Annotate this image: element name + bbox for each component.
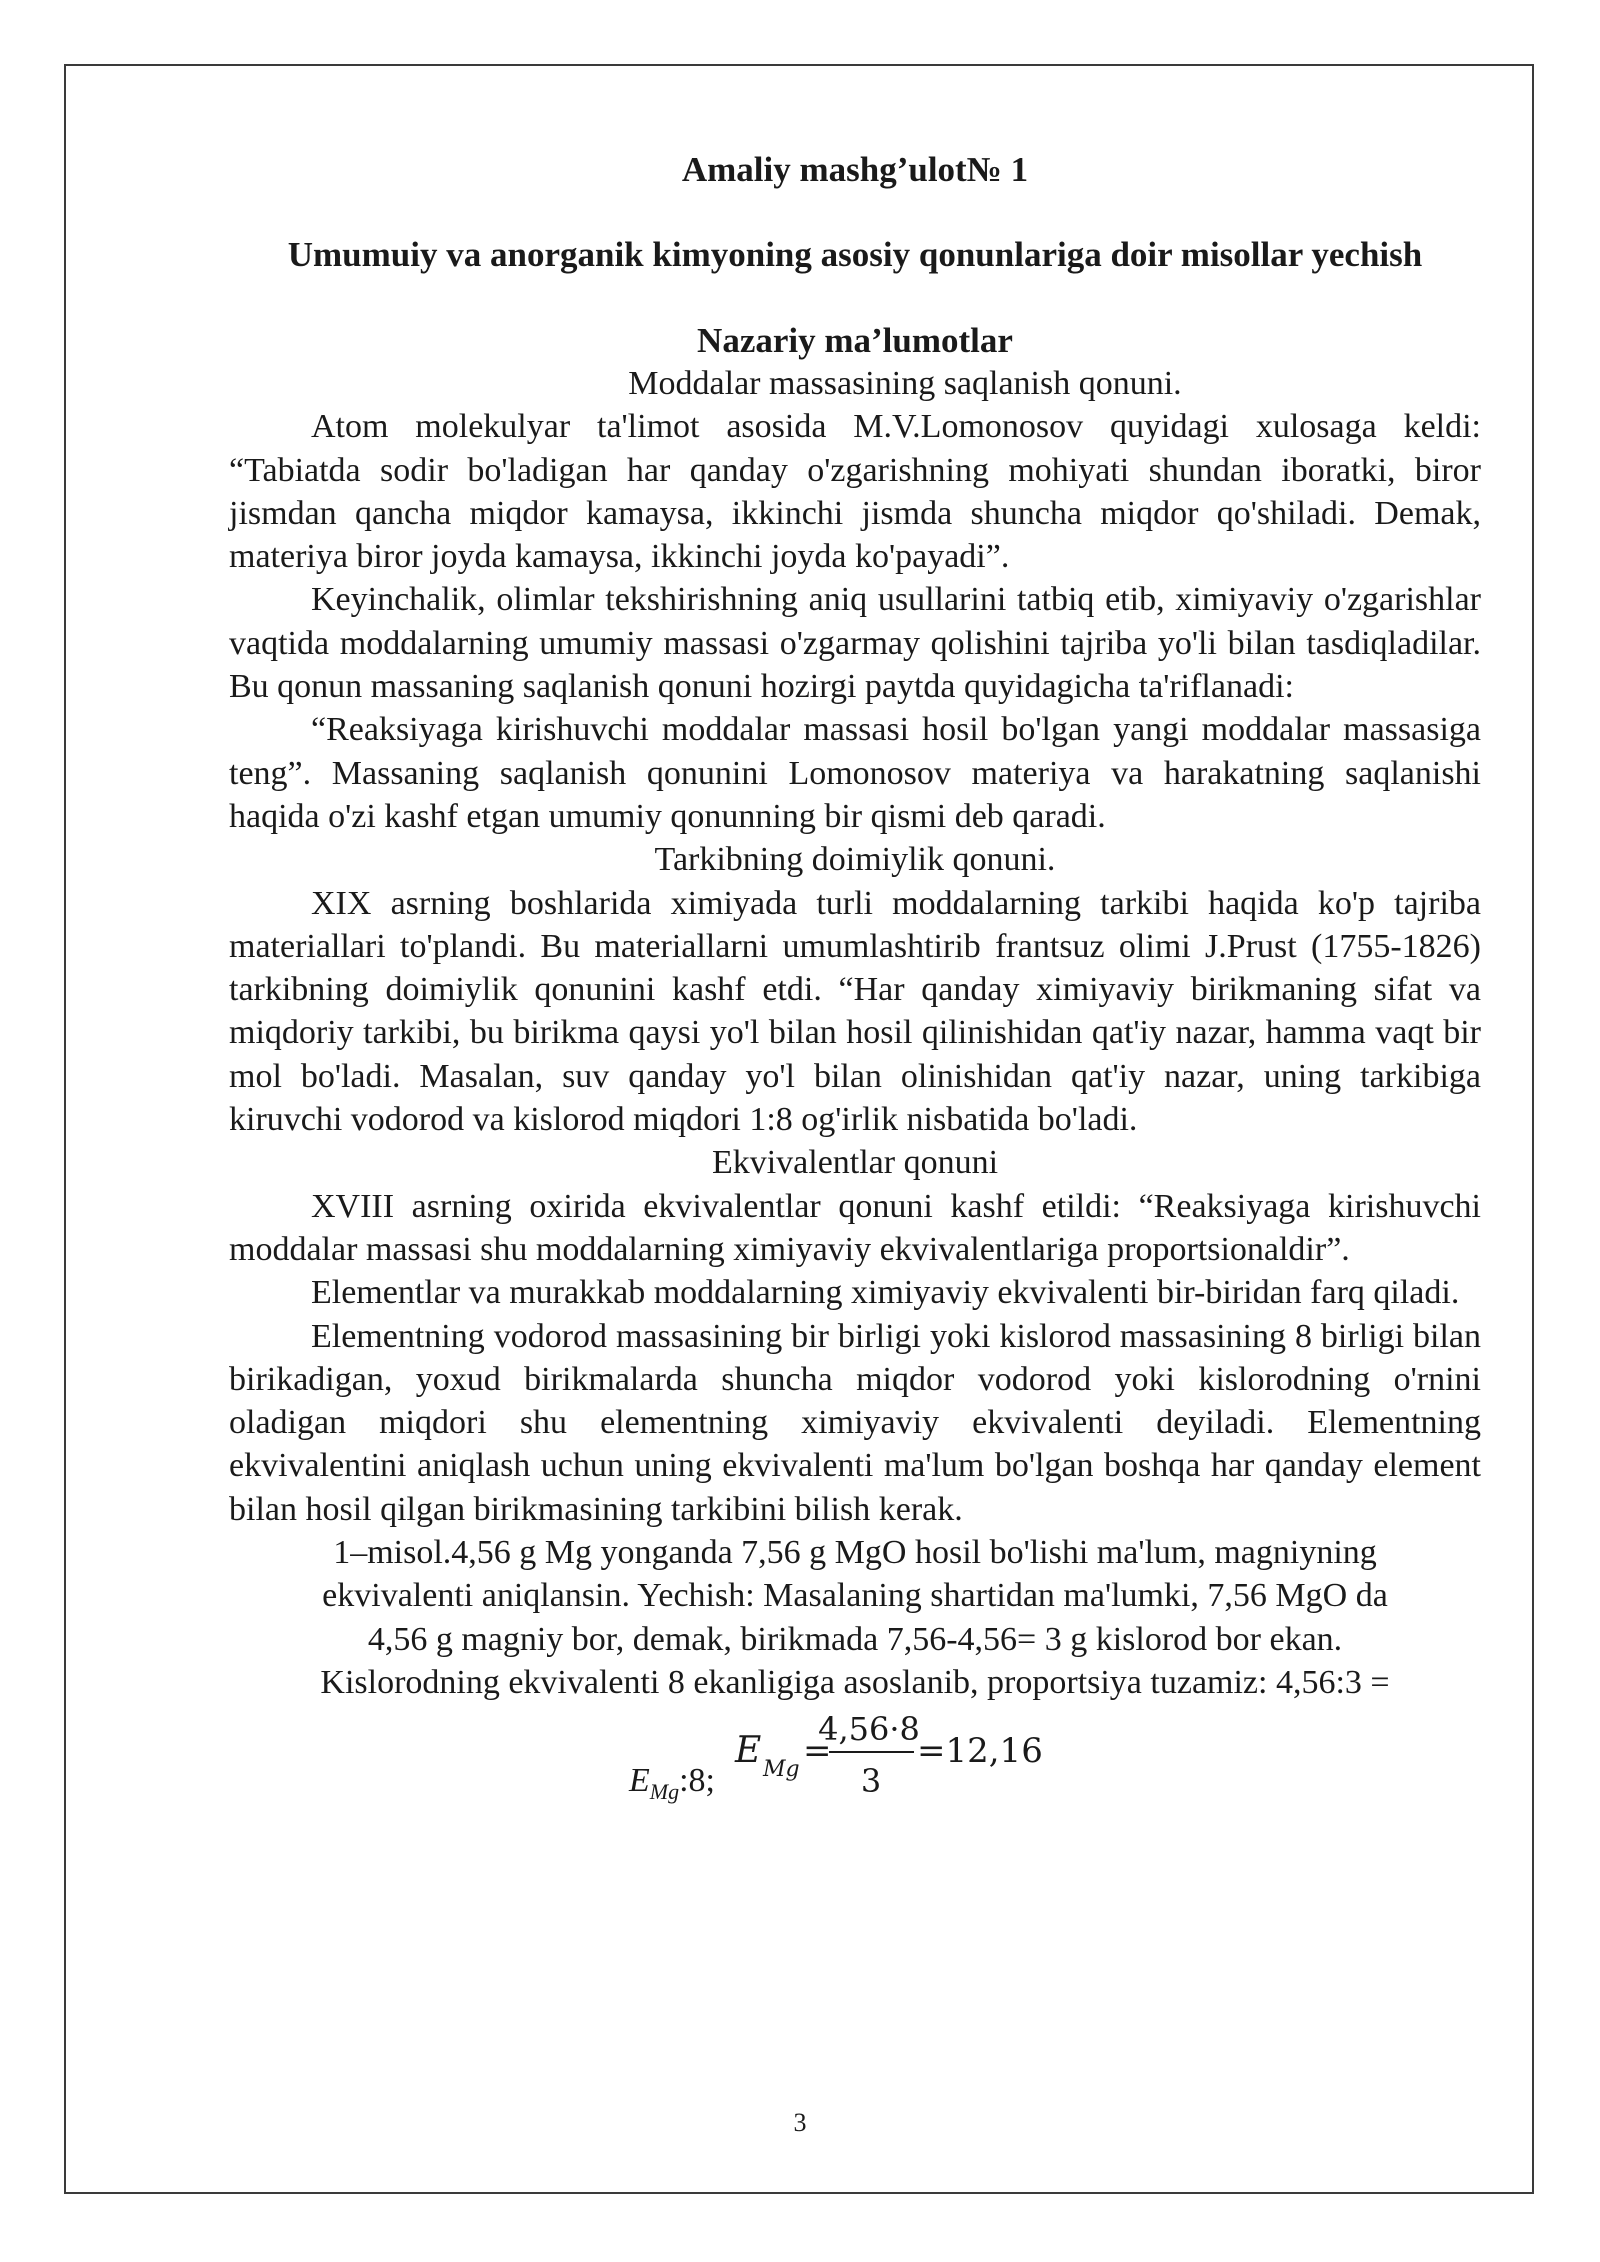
paragraph: Keyinchalik, olimlar tekshirishning aniq usullarini tatbiq etib, ximiyaviy o'zgarishlar vaqtida moddalarning umumiy massasi o'zgarmay qolishini tajriba yo'li bilan tasdiqladilar. Bu qonun massaning saqlanish qonuni hozirgi paytda quyidagicha ta'riflanadi: [229,581,1481,706]
section-heading-constant-composition: Tarkibning doimiylik qonuni. [654,841,1056,879]
example-block [229,1531,1481,1704]
page-title: Amaliy mashg’ulot№ 1 [681,150,1029,189]
paragraph: Elementning vodorod massasining bir birligi yoki kislorod massasining 8 birligi bilan birikadigan, yoxud birikmalarda shuncha miqdor vodorod yoki kislorodning o'rnini oladigan miqdori shu elementning ximiyaviy ekvivalenti deyiladi. Elementning ekvivalentini aniqlash uchun uning ekvivalenti ma'lum bo'lgan boshqa har qanday element bilan hosil qilgan birikmasining tarkibini bilish kerak. [229,1317,1481,1528]
section-heading-equivalents: Ekvivalentlar qonuni [711,1144,999,1182]
formula-result: =12,16 [917,1731,1043,1772]
paragraph: “Reaksiyaga kirishuvchi moddalar massasi hosil bo'lgan yangi moddalar massasiga teng”. Massaning saqlanish qonunini Lomonosov materiya va harakatning saqlanishi haqida o'zi kashf etgan umumiy qonunning bir qismi deb qaradi. [229,711,1481,835]
formula-e: E [735,1730,762,1772]
formula-sub: Mg [763,1757,800,1783]
page-subtitle: Umumuiy va anorganik kimyoning asosiy qonunlariga doir misollar yechish [287,235,1423,274]
theory-heading: Nazariy ma’lumotlar [697,321,1013,360]
example-line: Kislorodning ekvivalenti 8 ekanligiga asoslanib, proportsiya tuzamiz: 4,56:3 = [320,1663,1390,1701]
paragraph: Atom molekulyar ta'limot asosida M.V.Lomonosov quyidagi xulosaga keldi: “Tabiatda sodir bo'ladigan har qanday o'zgarishning mohiyati shundan iboratki, biror jismdan qancha miqdor kamaysa, ikkinchi jismda shuncha miqdor qo'shiladi. Demak, materiya biror joyda kamaysa, ikkinchi joyda ko'payadi”. [229,408,1481,576]
formula-row [229,1704,1481,1834]
paragraph: XVIII asrning oxirida ekvivalentlar qonuni kashf etildi: “Reaksiyaga kirishuvchi moddalar massasi shu moddalarning ximiyaviy ekvivalentlariga proportsionaldir”. [229,1187,1481,1268]
example-line: 1–misol.4,56 g Mg yonganda 7,56 g MgO hosil bo'lishi ma'lum, magniyning [333,1534,1377,1572]
formula-equals: = [803,1731,832,1772]
section-heading-mass-conservation: Moddalar massasining saqlanish qonuni. [628,365,1182,402]
example-line: ekvivalenti aniqlansin. Yechish: Masalaning shartidan ma'lumki, 7,56 MgO da [322,1577,1388,1615]
emg-proportion: $E_{Mg}:8$; [629,1762,716,1804]
equivalent-formula [729,1704,1129,1814]
formula-numerator: 4,56·8 [818,1710,920,1749]
paragraph: XIX asrning boshlarida ximiyada turli moddalarning tarkibi haqida ko'p tajriba materiallari to'plandi. Bu materiallarni umumlashtirib frantsuz olimi J.Prust (1755-1826) tarkibning doimiylik qonunini kashf etdi. “Har qanday ximiyaviy birikmaning sifat va miqdoriy tarkibi, bu birikma qaysi yo'l bilan hosil qilinishidan qat'iy nazar, hamma vaqt bir mol bo'ladi. Masalan, suv qanday yo'l bilan olinishidan qat'iy nazar, uning tarkibiga kiruvchi vodorod va kislorod miqdori 1:8 og'irlik nisbatida bo'ladi. [229,884,1481,1139]
formula-denominator: 3 [860,1762,882,1801]
page-number: 3 [793,2108,807,2137]
paragraph: Elementlar va murakkab moddalarning ximiyaviy ekvivalenti bir-biridan farq qiladi. [311,1274,1460,1312]
example-line: 4,56 g magniy bor, demak, birikmada 7,56-4,56= 3 g kislorod bor ekan. [367,1620,1343,1658]
document-body [229,148,1481,1834]
